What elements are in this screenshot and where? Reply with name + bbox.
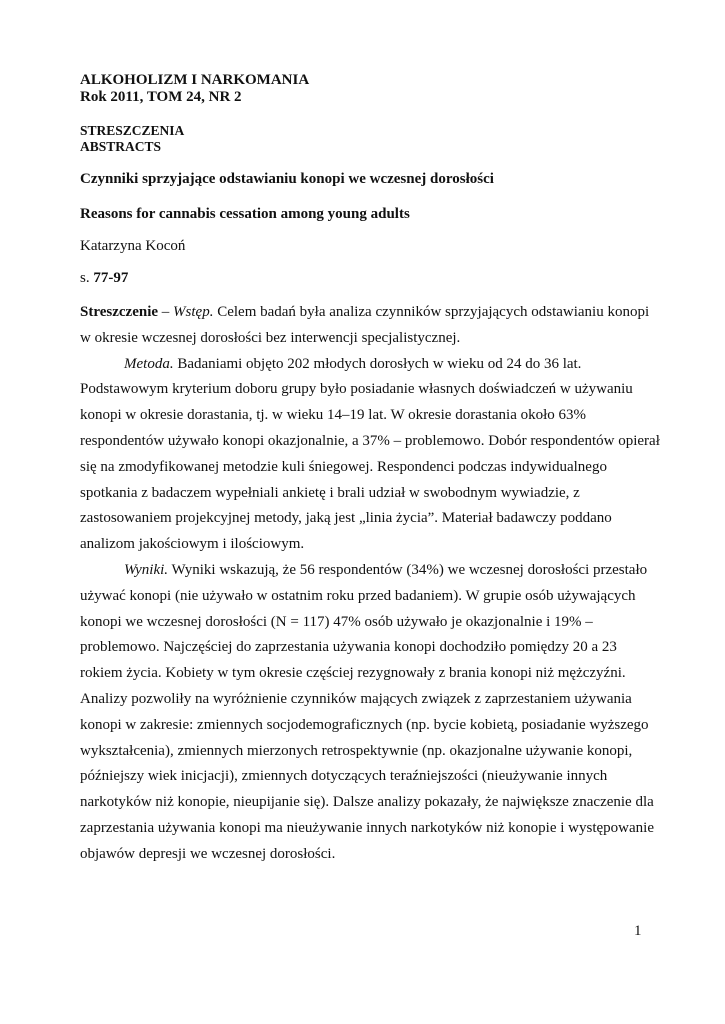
method-line: Podstawowym kryterium doboru grupy było posiadanie własnych doświadczeń w używaniu	[80, 381, 633, 398]
results-line: narkotyków niż konopie, nieupijanie się). Dalsze analizy pokazały, że największe znaczenie dla	[80, 794, 654, 811]
results-line: późniejszy wiek inicjacji), zmiennych dotyczących teraźniejszości (nieużywanie innych	[80, 768, 608, 785]
abstract-results-paragraph	[80, 558, 654, 868]
abstract-lead: Streszczenie	[80, 304, 159, 320]
section-label-pl: STRESZCZENIA	[80, 123, 185, 138]
method-line: się na zmodyfikowanej metodzie kuli śniegowej. Respondenci podczas indywidualnego	[80, 458, 607, 475]
abstract-method-paragraph	[80, 352, 660, 558]
abstract-line	[80, 300, 650, 326]
results-line: zaprzestania używania konopi ma nieużywanie innych narkotyków niż konopie i występowanie	[80, 819, 654, 836]
article-pages	[80, 269, 128, 287]
results-label: Wyniki.	[124, 561, 169, 578]
pages-prefix: s.	[80, 270, 94, 286]
abstract-intro-paragraph	[80, 300, 650, 352]
article-title-pl: Czynniki sprzyjające odstawianiu konopi we wczesnej dorosłości	[80, 171, 494, 187]
section-label-en: ABSTRACTS	[80, 139, 162, 154]
results-line: problemowo. Najczęściej do zaprzestania używania konopi dochodziło pomiędzy 20 a 23	[80, 639, 617, 656]
results-line: Wyniki wskazują, że 56 respondentów (34%) we wczesnej dorosłości przestało	[168, 561, 648, 578]
abstract-dash: –	[158, 304, 174, 320]
results-line: objawów depresji we wczesnej dorosłości.	[80, 845, 336, 862]
page-number: 1	[634, 923, 642, 939]
abstract-body	[80, 300, 660, 868]
abstract-line	[80, 352, 650, 378]
results-line: wykształcenia), zmiennych mierzonych retrospektywnie (np. okazjonalne używanie konopi,	[80, 742, 633, 759]
journal-name: ALKOHOLIZM I NARKOMANIA	[80, 72, 310, 88]
journal-header	[80, 72, 309, 106]
method-line: Badaniami objęto 202 młodych dorosłych w wieku od 24 do 36 lat.	[173, 355, 582, 372]
results-line: konopi w zakresie: zmiennych socjodemograficznych (np. bycie kobietą, posiadanie wyższego	[80, 716, 649, 733]
intro-label: Wstęp.	[173, 304, 214, 320]
article-author: Katarzyna Kocoń	[80, 238, 186, 254]
results-line: Analizy pozwoliły na wyróżnienie czynników mających związek z zaprzestaniem używania	[80, 690, 632, 707]
results-line: rokiem życia. Kobiety w tym okresie częściej rezygnowały z brania konopi niż mężczyźni.	[80, 665, 626, 682]
method-line: zastosowaniem projekcyjnej metody, jaką jest „linia życia”. Materiał badawczy poddano	[80, 510, 612, 527]
method-line: konopi w okresie dorastania, tj. w wieku 14–19 lat. W okresie dorastania około 63%	[80, 407, 587, 424]
method-line: respondentów używało konopi okazjonalnie, a 37% – problemowo. Dobór respondentów opierał	[80, 432, 660, 449]
results-line: konopi we wczesnej dorosłości (N = 117) 47% osób używało je okazjonalnie i 19% –	[80, 613, 593, 630]
abstract-line	[80, 558, 650, 584]
intro-line: Celem badań była analiza czynników sprzyjających odstawianiu konopi	[213, 304, 650, 320]
method-label: Metoda.	[124, 355, 174, 372]
journal-issue: Rok 2011, TOM 24, NR 2	[80, 89, 242, 105]
pages-value: 77-97	[93, 270, 129, 286]
method-line: analizom jakościowym i ilościowym.	[80, 536, 305, 553]
section-label	[80, 123, 184, 155]
method-line: spotkania z badaczem wypełniali ankietę i brali udział w swobodnym wywiadzie, z	[80, 484, 580, 501]
intro-line: w okresie wczesnej dorosłości bez interwencji specjalistycznej.	[80, 329, 461, 346]
article-title-en: Reasons for cannabis cessation among young adults	[80, 206, 410, 222]
results-line: używać konopi (nie używało w ostatnim roku przed badaniem). W grupie osób używających	[80, 587, 636, 604]
